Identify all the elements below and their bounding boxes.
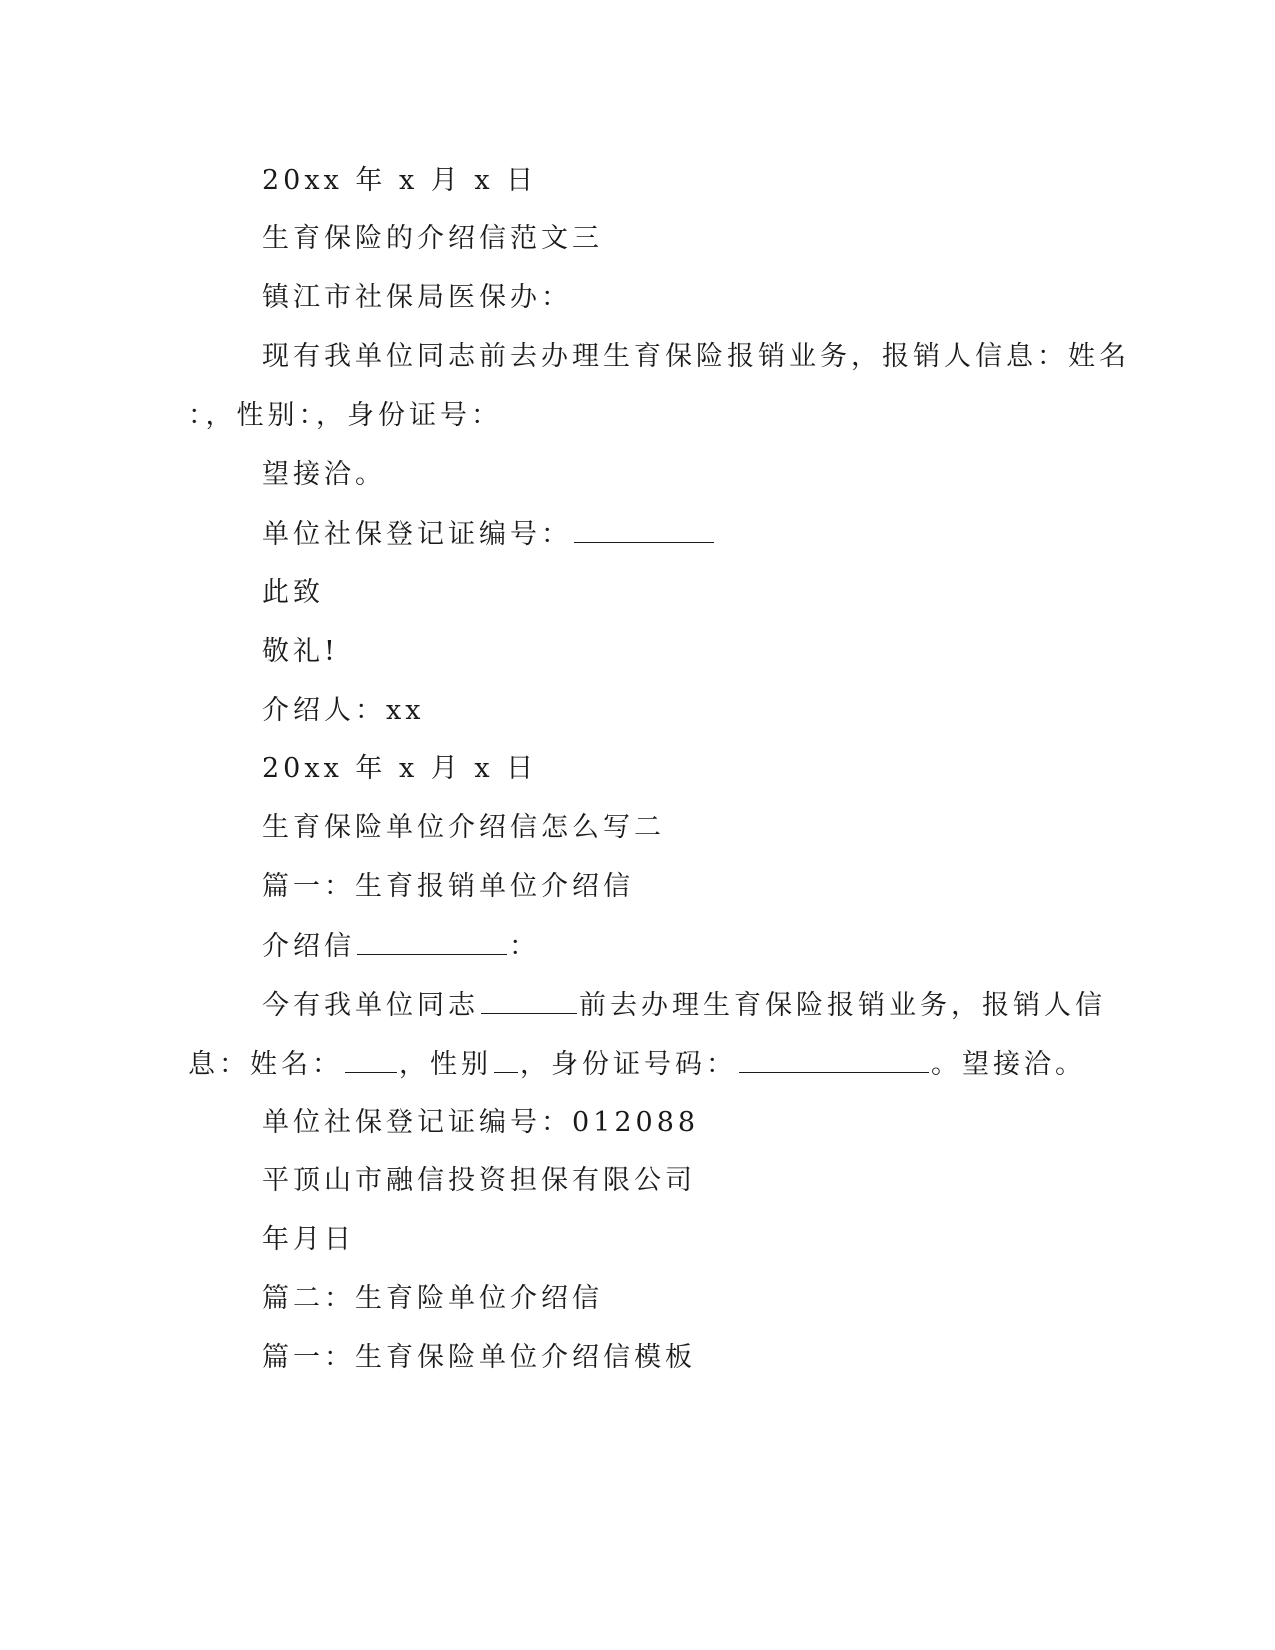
body-text: ，性别 (399, 1049, 492, 1080)
blank-field-line (481, 987, 577, 1014)
section-heading: 生育保险的介绍信范文三 (262, 223, 603, 254)
date-line: 年月日 (262, 1224, 355, 1255)
introducer-line: 介绍人：xx (262, 695, 425, 726)
blank-field-line (494, 1046, 518, 1073)
body-text: 今有我单位同志 (262, 990, 479, 1021)
blank-field-line (574, 516, 714, 543)
body-paragraph-line (262, 987, 1106, 1024)
body-text: 息：姓名： (188, 1049, 343, 1080)
body-text: 前去办理生育保险报销业务，报销人信 (579, 990, 1106, 1021)
recipient-line: 镇江市社保局医保办： (262, 282, 572, 313)
blank-field-line (345, 1046, 397, 1073)
letter-title-suffix: ： (509, 931, 540, 962)
blank-field-line (739, 1046, 929, 1073)
body-paragraph-continuation: ：，性别：，身份证号： (188, 400, 502, 431)
registration-line: 单位社保登记证编号：012088 (262, 1107, 700, 1138)
section-heading: 生育保险单位介绍信怎么写二 (262, 812, 665, 843)
body-paragraph-continuation (188, 1046, 1086, 1083)
company-name: 平顶山市融信投资担保有限公司 (262, 1165, 696, 1196)
date-line: 20xx 年 x 月 x 日 (262, 165, 538, 196)
closing-line: 此致 (262, 577, 324, 608)
letter-title-line (262, 928, 540, 965)
hope-line: 望接洽。 (262, 459, 386, 490)
blank-field-line (357, 928, 507, 955)
letter-title-prefix: 介绍信 (262, 931, 355, 962)
body-paragraph-line: 现有我单位同志前去办理生育保险报销业务，报销人信息：姓名 (262, 341, 1130, 372)
date-line: 20xx 年 x 月 x 日 (262, 753, 538, 784)
body-text: ，身份证号码： (520, 1049, 737, 1080)
closing-line: 敬礼! (262, 636, 339, 667)
registration-line (262, 516, 716, 553)
body-text: 。望接洽。 (931, 1049, 1086, 1080)
section-heading: 篇二：生育险单位介绍信 (262, 1283, 603, 1314)
section-heading: 篇一：生育报销单位介绍信 (262, 871, 634, 902)
registration-label: 单位社保登记证编号： (262, 519, 572, 550)
section-heading: 篇一：生育保险单位介绍信模板 (262, 1342, 696, 1373)
